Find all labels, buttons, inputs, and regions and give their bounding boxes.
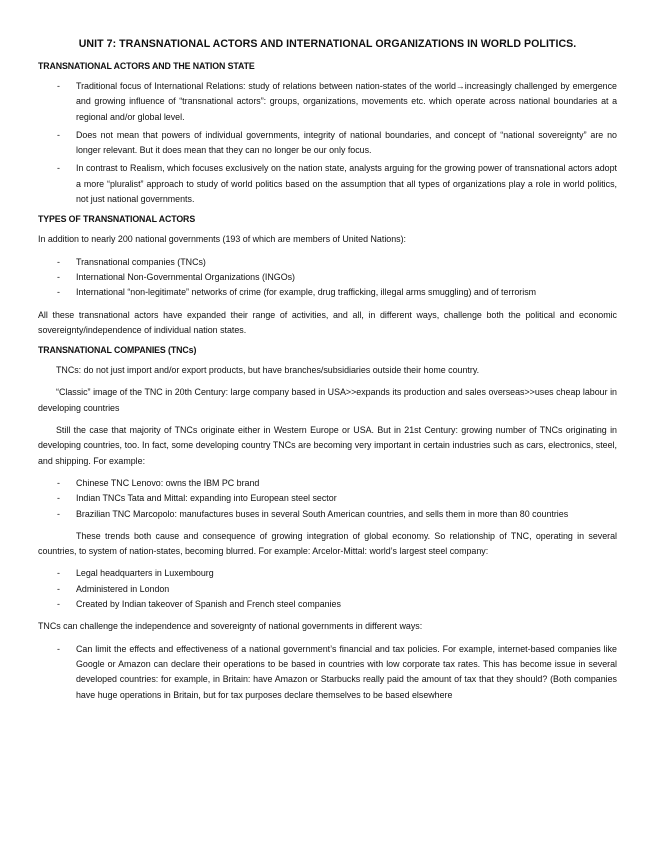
list-item: - Chinese TNC Lenovo: owns the IBM PC brand — [38, 476, 617, 491]
section-heading: TRANSNATIONAL COMPANIES (TNCs) — [38, 345, 197, 356]
paragraph: All these transnational actors have expanded their range of activities, and all, in different ways, challenge both the political and economic sovereignty/independence of individual nation states. — [38, 309, 617, 335]
section-transnational-companies — [38, 345, 617, 703]
bullet-list — [38, 476, 617, 522]
list-item: - Administered in London — [38, 582, 617, 597]
page-title: UNIT 7: TRANSNATIONAL ACTORS AND INTERNATIONAL ORGANIZATIONS IN WORLD POLITICS. — [78, 38, 577, 50]
paragraph: “Classic” image of the TNC in 20th Century: large company based in USA>>expands its production and sales overseas>>uses cheap labour in developing countries — [38, 387, 617, 413]
paragraph: These trends both cause and consequence of growing integration of global economy. So relationship of TNC, operating in several countries, to system of nation-states, becoming blurred. For example: Arcelor-Mittal: world’s largest steel company: — [38, 530, 617, 557]
bullet-list — [38, 566, 617, 612]
list-item: - Legal headquarters in Luxembourg — [38, 566, 617, 581]
list-item: - International Non-Governmental Organizations (INGOs) — [38, 270, 617, 285]
paragraph: In addition to nearly 200 national governments (193 of which are members of United Nations): — [38, 234, 407, 245]
section-heading: TYPES OF TRANSNATIONAL ACTORS — [38, 214, 196, 225]
list-item: - Does not mean that powers of individual governments, integrity of national boundaries, and concept of “national sovereignty” are no longer relevant. But it does mean that they can no longer be our only focus. — [38, 128, 617, 159]
list-item: - International “non-legitimate” networks of crime (for example, drug trafficking, illegal arms smuggling) and of terrorism — [38, 285, 617, 300]
paragraph: TNCs can challenge the independence and sovereignty of national governments in different ways: — [38, 621, 423, 632]
list-item: - Traditional focus of International Relations: study of relations between nation-states of the world→increasingly challenged by emergence and growing influence of “transnational actors”: groups, organizations, movements etc. which operate across national boundaries at a regional and/or global level. — [38, 79, 617, 125]
bullet-list — [38, 79, 617, 207]
paragraph: Still the case that majority of TNCs originate either in Western Europe or USA. But in 21st Century: growing number of TNCs originating in developing countries, too. In fact, some developing country TNCs are becoming very important in certain industries such as cars, electronics, steel, and shipping. For example: — [38, 425, 617, 466]
bullet-list — [38, 642, 617, 703]
paragraph: TNCs: do not just import and/or export products, but have branches/subsidiaries outside their home country. — [56, 365, 480, 376]
list-item: - In contrast to Realism, which focuses exclusively on the nation state, analysts arguing for the growing power of transnational actors adopt a more “pluralist” approach to study of world politics based on the assumption that all types of organizations play a role in world politics, not just national governments. — [38, 161, 617, 207]
list-item: - Created by Indian takeover of Spanish and French steel companies — [38, 597, 617, 612]
list-item: - Can limit the effects and effectiveness of a national government’s financial and tax policies. For example, internet-based companies like Google or Amazon can declare their operations to be based in countries with low corporate tax rates. This has become issue in several developed countries: for example, in Britain: have Amazon or Starbucks really paid the amount of tax that they should? (Both companies have huge operations in Britain, but for tax purposes declare themselves to be based elsewhere — [38, 642, 617, 703]
bullet-list — [38, 255, 617, 301]
section-types-of-actors — [38, 214, 617, 338]
list-item: - Transnational companies (TNCs) — [38, 255, 617, 270]
section-transnational-actors-nation-state — [38, 61, 617, 207]
list-item: - Indian TNCs Tata and Mittal: expanding into European steel sector — [38, 491, 617, 506]
section-heading: TRANSNATIONAL ACTORS AND THE NATION STATE — [38, 61, 255, 71]
list-item: - Brazilian TNC Marcopolo: manufactures buses in several South American countries, and sells them in more than 80 countries — [38, 507, 617, 522]
